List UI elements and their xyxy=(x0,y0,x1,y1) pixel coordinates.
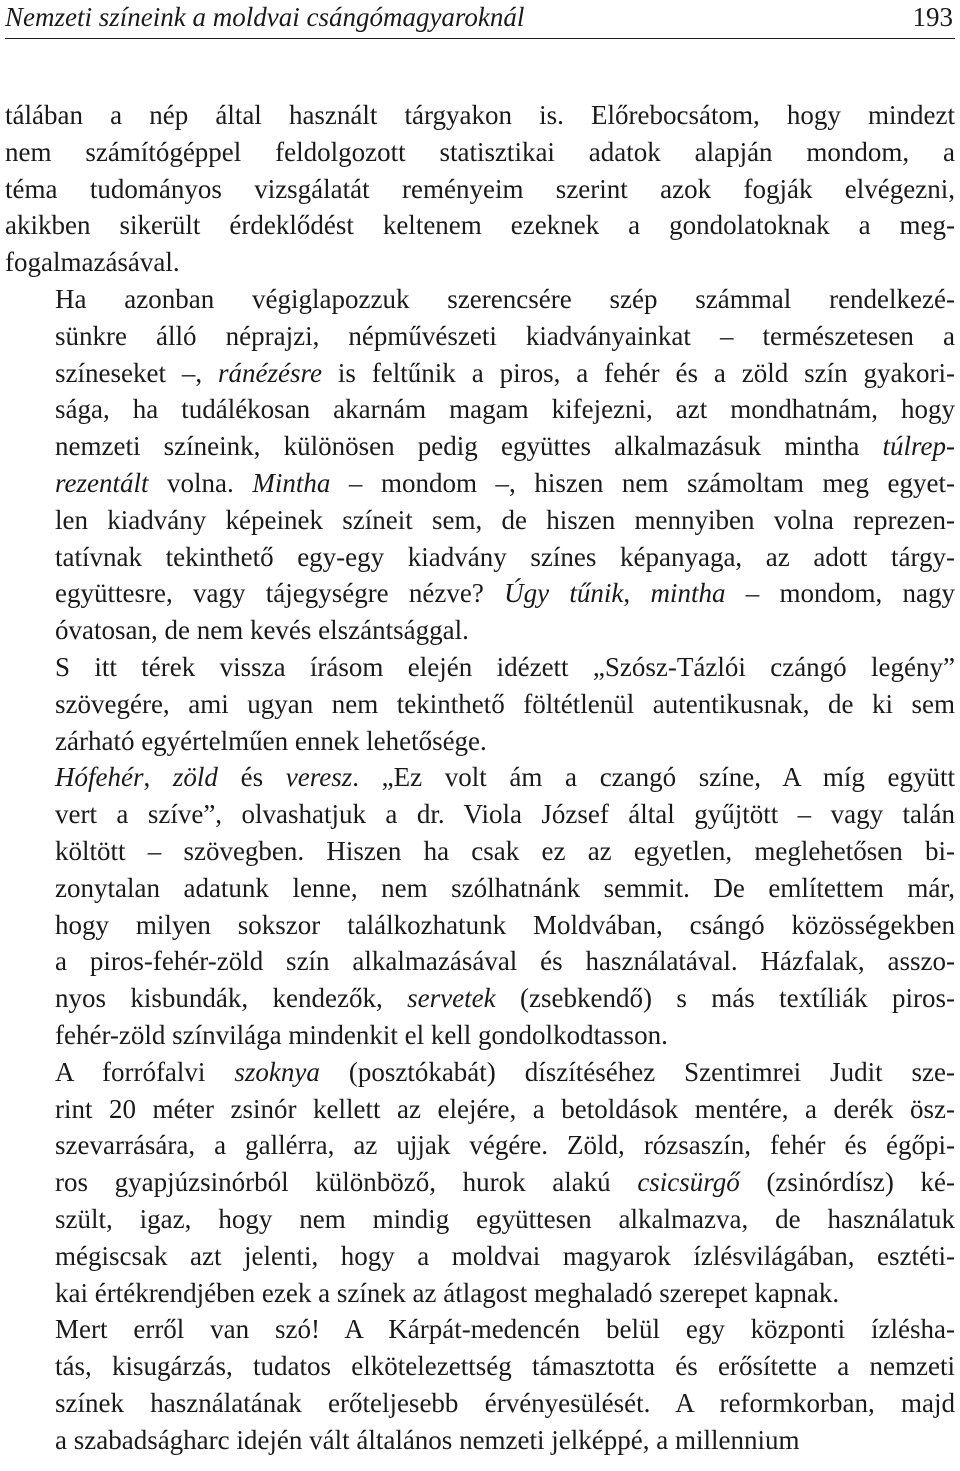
italic-text: rezentált xyxy=(55,467,149,498)
text-run: színeseket –, xyxy=(55,357,219,388)
text-line xyxy=(5,428,955,465)
text-line xyxy=(5,1385,955,1422)
text-line xyxy=(5,1201,955,1238)
text-run: A forrófalvi xyxy=(55,1056,235,1087)
text-line xyxy=(5,1017,955,1054)
text-line xyxy=(5,134,955,171)
italic-text: mintha xyxy=(650,578,726,609)
text-line xyxy=(5,1238,955,1275)
text-line xyxy=(5,1127,955,1164)
text-line xyxy=(5,1348,955,1385)
text-line xyxy=(5,943,955,980)
text-run: téma tudományos vizsgálatát reményeim szerint azok fogják elvégezni, xyxy=(5,173,955,204)
page-number: 193 xyxy=(912,2,953,32)
italic-text: Úgy tűnik xyxy=(504,578,624,609)
text-run: fehér-zöld színvilága mindenkit el kell gondolkodtasson. xyxy=(55,1019,668,1050)
paragraph xyxy=(5,1311,955,1458)
text-run: sünkre álló néprajzi, népművészeti kiadványainkat – természetesen a xyxy=(55,320,955,351)
text-line xyxy=(5,833,955,870)
text-run: S itt térek vissza írásom elején idézett „Szósz-Tázlói czángó legény” xyxy=(55,651,955,682)
text-line xyxy=(5,1091,955,1128)
text-run: len kiadvány képeinek színeit sem, de hiszen mennyiben volna reprezen- xyxy=(55,504,955,535)
text-line xyxy=(5,97,955,134)
text-run: óvatosan, de nem kevés elszántsággal. xyxy=(55,615,469,646)
text-run: nemzeti színeink, különösen pedig együttes alkalmazásuk mintha xyxy=(55,431,883,462)
text-run: mégiscsak azt jelenti, hogy a moldvai magyarok ízlésvilágában, esztéti- xyxy=(55,1240,955,1271)
italic-text: Mintha xyxy=(252,467,331,498)
text-run: – mondom –, hiszen nem számoltam meg egyet- xyxy=(330,467,955,498)
text-run: ros gyapjúzsinórból különböző, hurok alakú xyxy=(55,1167,638,1198)
text-run: Mert erről van szó! A Kárpát-medencén belül egy központi ízlésha- xyxy=(55,1314,955,1345)
text-line xyxy=(5,539,955,576)
text-run: , xyxy=(623,578,651,609)
text-line xyxy=(5,1311,955,1348)
text-run: – mondom, nagy xyxy=(725,578,956,609)
paragraph xyxy=(5,1054,955,1312)
text-line xyxy=(5,281,955,318)
text-line xyxy=(5,575,955,612)
text-line xyxy=(5,907,955,944)
text-line xyxy=(5,723,955,760)
text-run: sága, ha tudálékosan akarnám magam kifejezni, azt mondhatnám, hogy xyxy=(55,394,955,425)
paragraph xyxy=(5,649,955,759)
text-run: a piros-fehér-zöld szín alkalmazásával és használatával. Házfalak, asszo- xyxy=(55,946,955,977)
italic-text: túlrep- xyxy=(882,431,955,462)
italic-text: ránézésre xyxy=(218,357,322,388)
text-run: tálában a nép által használt tárgyakon is. Előrebocsátom, hogy mindezt xyxy=(5,100,955,130)
italic-text: veresz xyxy=(285,762,353,793)
text-line xyxy=(5,244,955,281)
text-run: a szabadságharc idején vált általános nemzeti jelképpé, a millennium xyxy=(55,1424,800,1455)
text-run: Ha azonban végiglapozzuk szerencsére szép számmal rendelkezé- xyxy=(55,283,955,314)
text-line xyxy=(5,870,955,907)
text-line xyxy=(5,980,955,1017)
text-line xyxy=(5,1054,955,1091)
text-line xyxy=(5,207,955,244)
text-run: tatívnak tekinthető egy-egy kiadvány színes képanyaga, az adott tárgy- xyxy=(55,541,955,572)
text-line xyxy=(5,649,955,686)
text-run: zonytalan adatunk lenne, nem szólhatnánk semmit. De említettem már, xyxy=(55,872,955,903)
italic-text: servetek xyxy=(407,983,496,1014)
text-run: (zsinórdísz) ké- xyxy=(739,1167,956,1198)
text-run: hogy milyen sokszor találkozhatunk Moldvában, csángó közösségekben xyxy=(55,909,955,940)
text-run: (posztókabát) díszítéséhez Szentimrei Judit sze- xyxy=(319,1056,955,1087)
text-run: együttesre, vagy tájegységre nézve? xyxy=(55,578,505,609)
paragraph xyxy=(5,759,955,1053)
text-line xyxy=(5,686,955,723)
paragraph xyxy=(5,97,955,281)
italic-text: Hófehér xyxy=(55,762,144,793)
text-run: akikben sikerült érdeklődést keltenem ezeknek a gondolatoknak a meg- xyxy=(5,210,955,241)
text-line xyxy=(5,502,955,539)
running-title: Nemzeti színeink a moldvai csángómagyaroknál xyxy=(5,2,525,32)
body-text xyxy=(5,97,955,1458)
text-line xyxy=(5,465,955,502)
text-run: is feltűnik a piros, a fehér és a zöld szín gyakori- xyxy=(322,357,956,388)
text-run: szevarrására, a gallérra, az ujjak végére. Zöld, rózsaszín, fehér és égőpi- xyxy=(55,1130,955,1161)
text-run: vert a szíve”, olvashatjuk a dr. Viola József által gyűjtött – vagy talán xyxy=(55,799,955,830)
text-line xyxy=(5,1164,955,1201)
text-run: volna. xyxy=(148,467,253,498)
text-line xyxy=(5,355,955,392)
text-run: rint 20 méter zsinór kellett az elejére, a betoldások mentére, a derék ösz- xyxy=(55,1093,955,1124)
text-line xyxy=(5,796,955,833)
text-line xyxy=(5,318,955,355)
text-run: tás, kisugárzás, tudatos elkötelezettség támasztotta és erősítette a nemzeti xyxy=(55,1351,955,1382)
page-header xyxy=(5,0,955,39)
text-run: és xyxy=(217,762,286,793)
text-run: (zsebkendő) s más textíliák piros- xyxy=(495,983,955,1014)
text-run: nyos kisbundák, kendezők, xyxy=(55,983,408,1014)
text-line xyxy=(5,391,955,428)
text-run: zárható egyértelműen ennek lehetősége. xyxy=(55,725,487,756)
text-run: színek használatának erőteljesebb érvényesülését. A reformkorban, majd xyxy=(55,1387,955,1418)
text-run: . „Ez volt ám a czangó színe, A míg együtt xyxy=(352,762,956,793)
italic-text: szoknya xyxy=(234,1056,320,1087)
text-run: kai értékrendjében ezek a színek az átlagost meghaladó szerepet kapnak. xyxy=(55,1277,840,1308)
italic-text: csicsürgő xyxy=(637,1167,740,1198)
text-run: költött – szövegben. Hiszen ha csak ez az egyetlen, meglehetősen bi- xyxy=(55,835,955,866)
text-run: szült, igaz, hogy nem mindig együttesen alkalmazva, de használatuk xyxy=(55,1203,955,1234)
text-line xyxy=(5,1275,955,1312)
text-line xyxy=(5,612,955,649)
text-run: szövegére, ami ugyan nem tekinthető föltétlenül autentikusnak, de ki sem xyxy=(55,688,955,719)
text-line xyxy=(5,759,955,796)
italic-text: zöld xyxy=(172,762,218,793)
text-line xyxy=(5,171,955,208)
text-run: nem számítógéppel feldolgozott statisztikai adatok alapján mondom, a xyxy=(5,136,955,167)
text-run: , xyxy=(143,762,173,793)
text-run: fogalmazásával. xyxy=(5,247,180,278)
paragraph xyxy=(5,281,955,649)
text-line xyxy=(5,1422,955,1459)
